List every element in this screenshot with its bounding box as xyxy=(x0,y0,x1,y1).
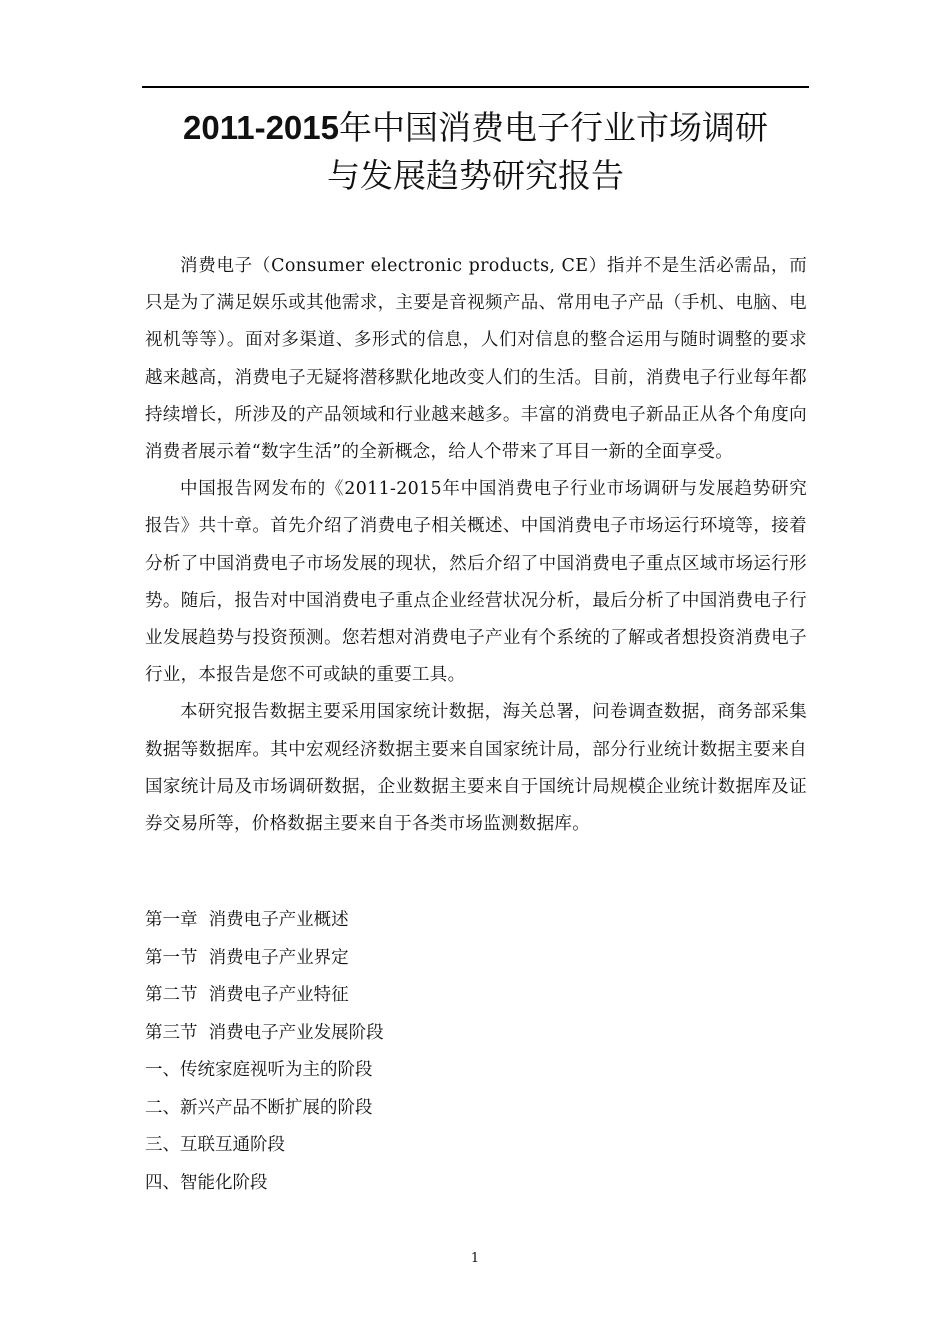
intro-paragraph-report-summary: 中国报告网发布的《2011-2015年中国消费电子行业市场调研与发展趋势研究报告》共十章。首先介绍了消费电子相关概述、中国消费电子市场运行环境等，接着分析了中国消费电子市场发展的现状，然后介绍了中国消费电子重点区域市场运行形势。随后，报告对中国消费电子重点企业经营状况分析，最后分析了中国消费电子行业发展趋势与投资预测。您若想对消费电子产业有个系统的了解或者想投资消费电子行业，本报告是您不可或缺的重要工具。 xyxy=(145,479,807,686)
toc-chapter-1: 第一章 消费电子产业概述 xyxy=(145,910,349,930)
intro-paragraph-definition: 消费电子（Consumer electronic products, CE）指并不是生活必需品，而只是为了满足娱乐或其他需求，主要是音视频产品、常用电子产品（手机、电脑、电视机等等）。面对多渠道、多形式的信息，人们对信息的整合运用与随时调整的要求越来越高，消费电子无疑将潜移默化地改变人们的生活。目前，消费电子行业每年都持续增长，所涉及的产品领域和行业越来越多。丰富的消费电子新品正从各个角度向消费者展示着“数字生活”的全新概念，给人个带来了耳目一新的全面享受。 xyxy=(145,256,807,463)
toc-section-2: 第二节 消费电子产业特征 xyxy=(145,985,349,1005)
toc-section-1: 第一节 消费电子产业界定 xyxy=(145,947,349,968)
document-title xyxy=(142,104,809,200)
title-line1-text: 年中国消费电子行业市场调研 xyxy=(339,108,768,147)
page-number: 1 xyxy=(470,1251,480,1266)
toc-section-3: 第三节 消费电子产业发展阶段 xyxy=(145,1022,384,1043)
intro-paragraph-data-sources: 本研究报告数据主要采用国家统计数据，海关总署，问卷调查数据，商务部采集数据等数据库。其中宏观经济数据主要来自国家统计局，部分行业统计数据主要来自国家统计局及市场调研数据，企业数据主要来自于国统计局规模企业统计数据库及证券交易所等，价格数据主要来自于各类市场监测数据库。 xyxy=(145,702,807,835)
toc-subsection-3: 三、互联互通阶段 xyxy=(145,1135,285,1155)
toc-subsection-1: 一、传统家庭视听为主的阶段 xyxy=(145,1060,373,1080)
header-rule xyxy=(142,86,809,88)
table-of-contents xyxy=(145,902,807,1202)
report-introduction xyxy=(145,248,807,843)
toc-subsection-4: 四、智能化阶段 xyxy=(145,1172,268,1193)
title-year-range: 2011-2015 xyxy=(183,109,339,146)
toc-subsection-2: 二、新兴产品不断扩展的阶段 xyxy=(145,1097,373,1118)
title-line2-text: 与发展趋势研究报告 xyxy=(327,156,624,195)
